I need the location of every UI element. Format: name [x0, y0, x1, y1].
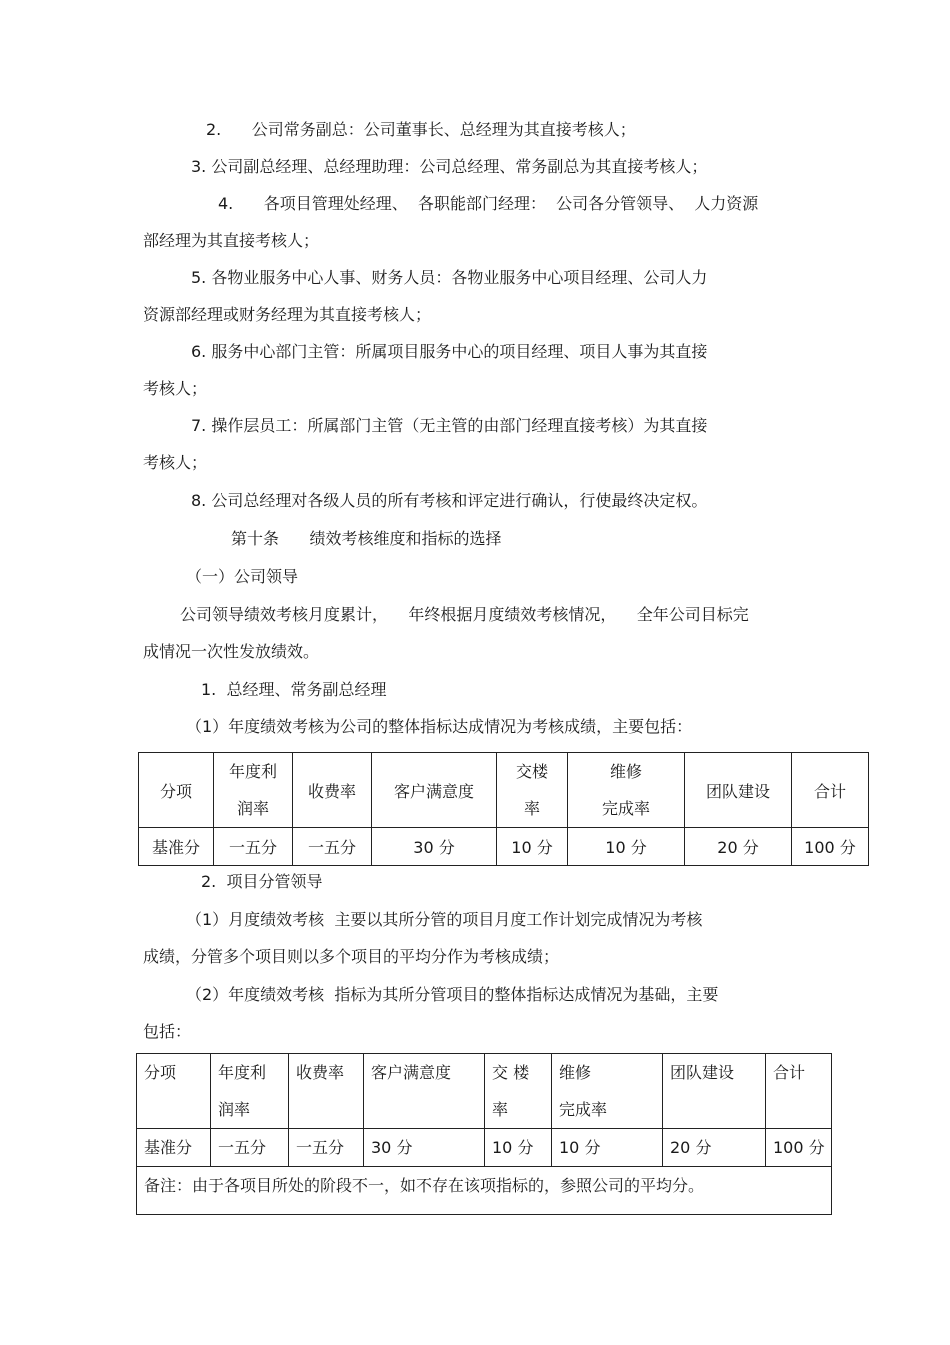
text-line: 4. 各项目管理处经理、 各职能部门经理： 公司各分管领导、 人力资源 [218, 194, 759, 213]
text-line: 资源部经理或财务经理为其直接考核人； [143, 305, 432, 324]
section-heading: （一）公司领导 [186, 567, 299, 586]
text-line: 成情况一次性发放绩效。 [143, 642, 320, 661]
score-table-1 [138, 752, 869, 866]
table-cell: 一五分 [214, 828, 293, 866]
table-cell: 20 分 [663, 1129, 766, 1167]
table-cell: 一五分 [211, 1129, 289, 1167]
table-cell: 20 分 [685, 828, 792, 866]
table-cell: 基准分 [137, 1129, 211, 1167]
table-note: 备注：由于各项目所处的阶段不一，如不存在该项指标的，参照公司的平均分。 [137, 1167, 832, 1215]
text-line: （1）年度绩效考核为公司的整体指标达成情况为考核成绩，主要包括： [186, 717, 693, 736]
table-cell: 收费率 [293, 753, 372, 828]
article-heading: 第十条 绩效考核维度和指标的选择 [231, 529, 502, 548]
table-cell: 10 分 [552, 1129, 663, 1167]
table-row [139, 828, 869, 866]
table-cell: 年度利 润率 [214, 753, 293, 828]
text-line: 成绩，分管多个项目则以多个项目的平均分作为考核成绩； [143, 947, 560, 966]
text-line: 3. 公司副总经理、总经理助理：公司总经理、常务副总为其直接考核人； [191, 157, 708, 176]
text-line: （1）月度绩效考核 主要以其所分管的项目月度工作计划完成情况为考核 [186, 910, 703, 929]
table-cell: 100 分 [766, 1129, 832, 1167]
table-cell: 维修 完成率 [568, 753, 685, 828]
table-cell: 交 楼 率 [485, 1054, 552, 1129]
table-cell: 交楼 率 [497, 753, 568, 828]
table-row [137, 1129, 832, 1167]
table-row [137, 1167, 832, 1215]
table-cell: 客户满意度 [364, 1054, 485, 1129]
table-cell: 分项 [139, 753, 214, 828]
text-line: 7. 操作层员工：所属部门主管（无主管的由部门经理直接考核）为其直接 [191, 416, 708, 435]
table-row [139, 753, 869, 828]
table-cell: 维修 完成率 [552, 1054, 663, 1129]
table-cell: 基准分 [139, 828, 214, 866]
table-row [137, 1054, 832, 1129]
table-cell: 合计 [766, 1054, 832, 1129]
table-cell: 团队建设 [663, 1054, 766, 1129]
subsection-heading: 2. 项目分管领导 [201, 872, 323, 891]
text-line: 考核人； [143, 379, 208, 398]
text-line: 6. 服务中心部门主管：所属项目服务中心的项目经理、项目人事为其直接 [191, 342, 708, 361]
table-cell: 30 分 [364, 1129, 485, 1167]
subsection-heading: 1. 总经理、常务副总经理 [201, 680, 387, 699]
text-line: 公司领导绩效考核月度累计， 年终根据月度绩效考核情况， 全年公司目标完 [180, 605, 749, 624]
text-line: 考核人； [143, 453, 208, 472]
table-cell: 10 分 [485, 1129, 552, 1167]
score-table-2 [136, 1053, 832, 1215]
text-line: 包括： [143, 1022, 192, 1041]
table-cell: 分项 [137, 1054, 211, 1129]
table-cell: 30 分 [372, 828, 497, 866]
table-cell: 一五分 [293, 828, 372, 866]
text-line: 部经理为其直接考核人； [143, 231, 320, 250]
table-cell: 客户满意度 [372, 753, 497, 828]
text-line: 5. 各物业服务中心人事、财务人员：各物业服务中心项目经理、公司人力 [191, 268, 708, 287]
table-cell: 一五分 [289, 1129, 364, 1167]
table-cell: 收费率 [289, 1054, 364, 1129]
text-line: （2）年度绩效考核 指标为其所分管项目的整体指标达成情况为基础，主要 [186, 985, 719, 1004]
table-cell: 100 分 [792, 828, 869, 866]
text-line: 8. 公司总经理对各级人员的所有考核和评定进行确认，行使最终决定权。 [191, 491, 708, 510]
table-cell: 团队建设 [685, 753, 792, 828]
table-cell: 10 分 [568, 828, 685, 866]
table-cell: 年度利 润率 [211, 1054, 289, 1129]
text-line: 2. 公司常务副总：公司董事长、总经理为其直接考核人； [206, 120, 636, 139]
table-cell: 合计 [792, 753, 869, 828]
table-cell: 10 分 [497, 828, 568, 866]
